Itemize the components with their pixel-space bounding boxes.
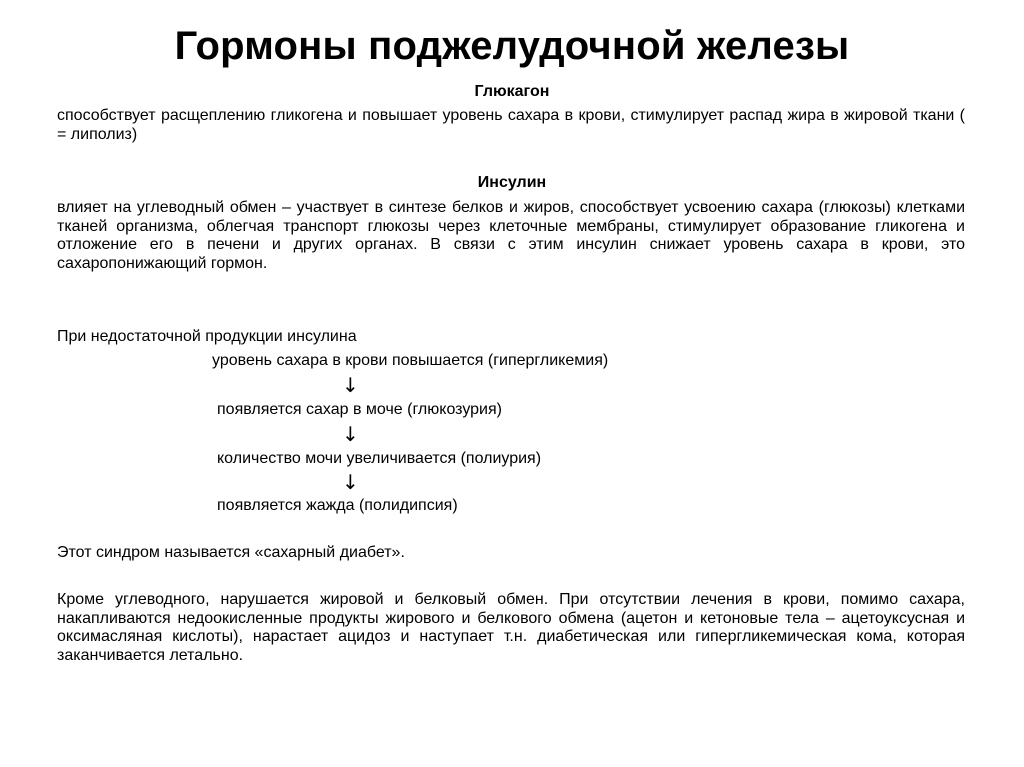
down-arrow-icon: ↓ <box>342 470 359 494</box>
deficiency-step-hyperglycemia: уровень сахара в крови повышается (гипергликемия) <box>212 352 609 369</box>
deficiency-intro: При недостаточной продукции инсулина <box>57 328 357 345</box>
deficiency-step-polydipsia: появляется жажда (полидипсия) <box>217 497 458 514</box>
down-arrow-icon: ↓ <box>342 422 359 446</box>
insulin-heading: Инсулин <box>477 174 547 191</box>
down-arrow-icon: ↓ <box>342 373 359 397</box>
deficiency-step-glucosuria: появляется сахар в моче (глюкозурия) <box>217 401 502 418</box>
syndrome-text: Этот синдром называется «сахарный диабет». <box>57 544 405 561</box>
insulin-text: влияет на углеводный обмен – участвует в синтезе белков и жиров, способствует усвоению сахара (глюкозы) клетками тканей организма, облегчая транспорт глюкозы через клеточные мембраны, стимулирует образование гликогена и отложение его в печени и других органах. В связи с этим инсулин снижает уровень сахара в крови, это сахаропонижающий гормон. <box>57 199 965 272</box>
complications-text: Кроме углеводного, нарушается жировой и белковый обмен. При отсутствии лечения в крови, помимо сахара, накапливаются недоокисленные продукты жирового и белкового обмена (ацетон и кетоновые тела – ацетоуксусная и оксимасляная кислоты), нарастает ацидоз и наступает т.н. диабетическая или гипергликемическая кома, которая заканчивается летально. <box>57 591 965 664</box>
glucagon-text: способствует расщеплению гликогена и повышает уровень сахара в крови, стимулирует распад жира в жировой ткани ( = липолиз) <box>57 107 965 143</box>
glucagon-heading: Глюкагон <box>474 83 550 100</box>
page-title: Гормоны поджелудочной железы <box>174 24 850 68</box>
deficiency-step-polyuria: количество мочи увеличивается (полиурия) <box>217 450 542 467</box>
